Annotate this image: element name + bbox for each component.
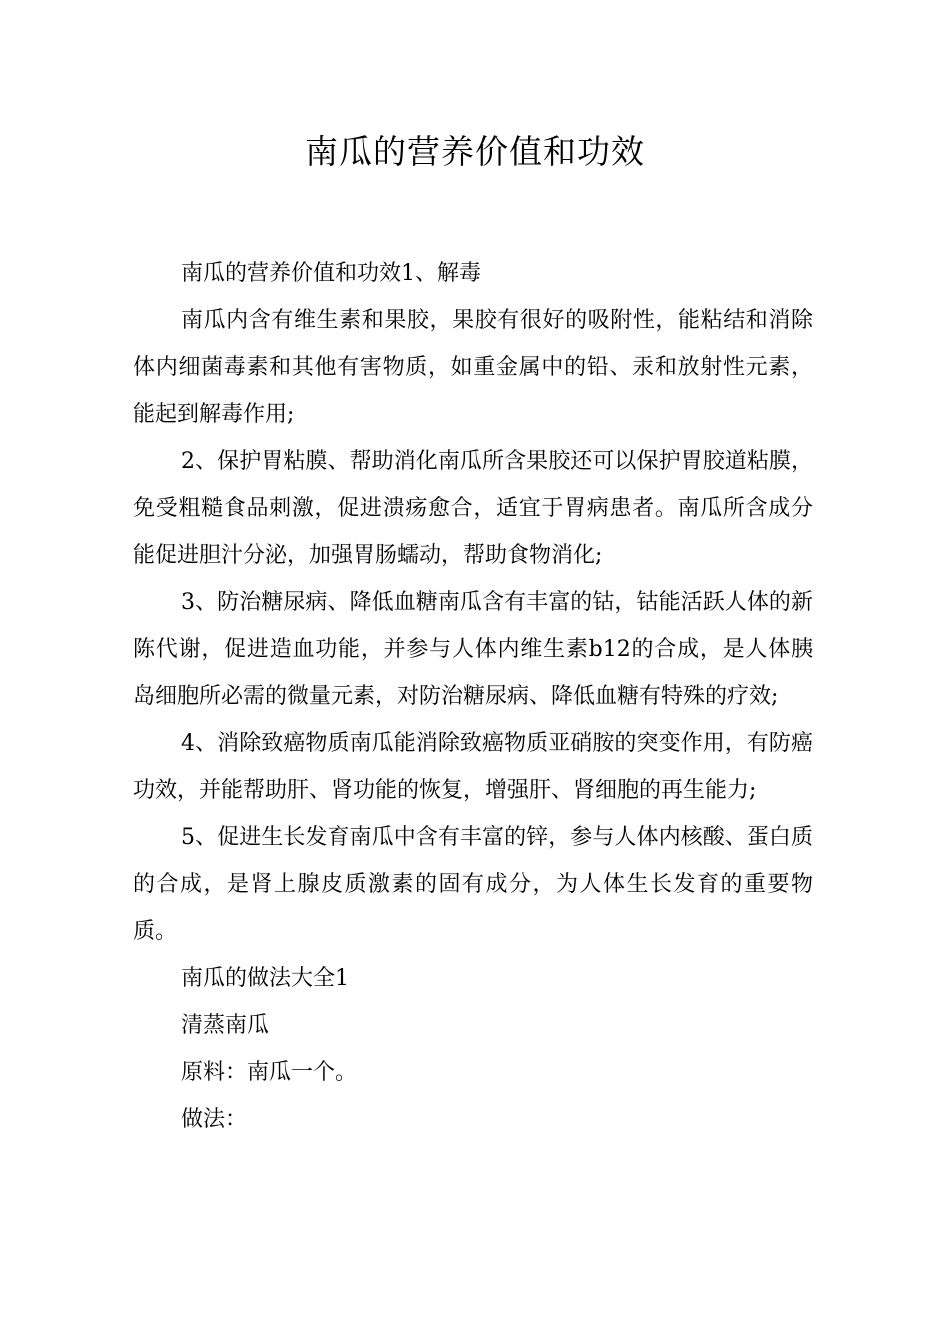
paragraph-ingredients: 原料：南瓜一个。: [181, 1060, 358, 1085]
paragraph-stomach: 2、保护胃粘膜、帮助消化南瓜所含果胶还可以保护胃胶道粘膜，免受粗糙食品刺激，促进溃疡愈合，适宜于胃病患者。南瓜所含成分能促进胆汁分泌，加强胃肠蠕动，帮助食物消化;: [133, 449, 813, 568]
paragraph-growth: 5、促进生长发育南瓜中含有丰富的锌，参与人体内核酸、蛋白质的合成，是肾上腺皮质激素的固有成分，为人体生长发育的重要物质。: [133, 825, 813, 944]
paragraph-detox: 南瓜内含有维生素和果胶，果胶有很好的吸附性，能粘结和消除体内细菌毒素和其他有害物质，如重金属中的铅、汞和放射性元素，能起到解毒作用;: [133, 308, 813, 427]
document-body: [133, 250, 813, 1143]
paragraph-diabetes: 3、防治糖尿病、降低血糖南瓜含有丰富的钴，钴能活跃人体的新陈代谢，促进造血功能，并参与人体内维生素b12的合成，是人体胰岛细胞所必需的微量元素，对防治糖尿病、降低血糖有特殊的疗效;: [133, 590, 813, 709]
paragraph-anticancer: 4、消除致癌物质南瓜能消除致癌物质亚硝胺的突变作用，有防癌功效，并能帮助肝、肾功能的恢复，增强肝、肾细胞的再生能力;: [133, 731, 813, 803]
paragraph-heading-detox: 南瓜的营养价值和功效1、解毒: [181, 261, 481, 286]
paragraph-method: 做法：: [181, 1107, 248, 1132]
paragraph-recipes-heading: 南瓜的做法大全1: [181, 966, 349, 991]
paragraph-recipe-name: 清蒸南瓜: [181, 1013, 270, 1038]
document-title: 南瓜的营养价值和功效: [305, 132, 645, 171]
